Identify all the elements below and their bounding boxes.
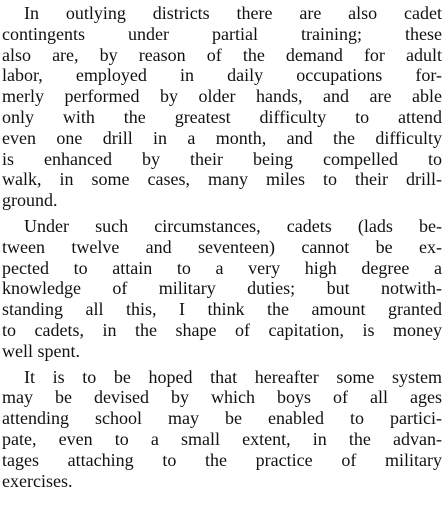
text-line: standing all this, I think the amount granted <box>2 299 442 320</box>
text-line: pected to attain to a very high degree a <box>2 257 442 278</box>
text-line: Under such circumstances, cadets (lads be- <box>24 215 442 236</box>
text-line: It is to be hoped that hereafter some system <box>24 366 442 387</box>
paragraph-cadet-contingents <box>2 3 442 211</box>
paragraph-hoped-system <box>2 367 442 492</box>
text-line: ground. <box>2 190 58 211</box>
text-line: is enhanced by their being compelled to <box>2 148 442 169</box>
text-line: exercises. <box>2 470 73 491</box>
text-line: tages attaching to the practice of military <box>2 449 442 470</box>
text-line: to cadets, in the shape of capitation, is money <box>2 319 442 340</box>
text-line: tween twelve and seventeen) cannot be ex- <box>2 236 442 257</box>
text-line: labor, employed in daily occupations for- <box>2 65 442 86</box>
text-line: attending school may be enabled to partici- <box>2 408 442 429</box>
text-line: pate, even to a small extent, in the advan- <box>2 428 442 449</box>
text-line: well spent. <box>2 340 80 361</box>
text-line: In outlying districts there are also cadet <box>24 3 442 23</box>
text-line: walk, in some cases, many miles to their drill- <box>2 169 442 190</box>
text-line: knowledge of military duties; but notwith- <box>2 278 442 299</box>
text-line: merly performed by older hands, and are able <box>2 86 442 107</box>
text-line: even one drill in a month, and the difficulty <box>2 127 442 148</box>
text-line: also are, by reason of the demand for adult <box>2 44 442 65</box>
paragraph-circumstances <box>2 216 442 362</box>
text-line: contingents under partial training; these <box>2 23 442 44</box>
text-line: may be devised by which boys of all ages <box>2 387 442 408</box>
text-line: only with the greatest difficulty to attend <box>2 106 442 127</box>
